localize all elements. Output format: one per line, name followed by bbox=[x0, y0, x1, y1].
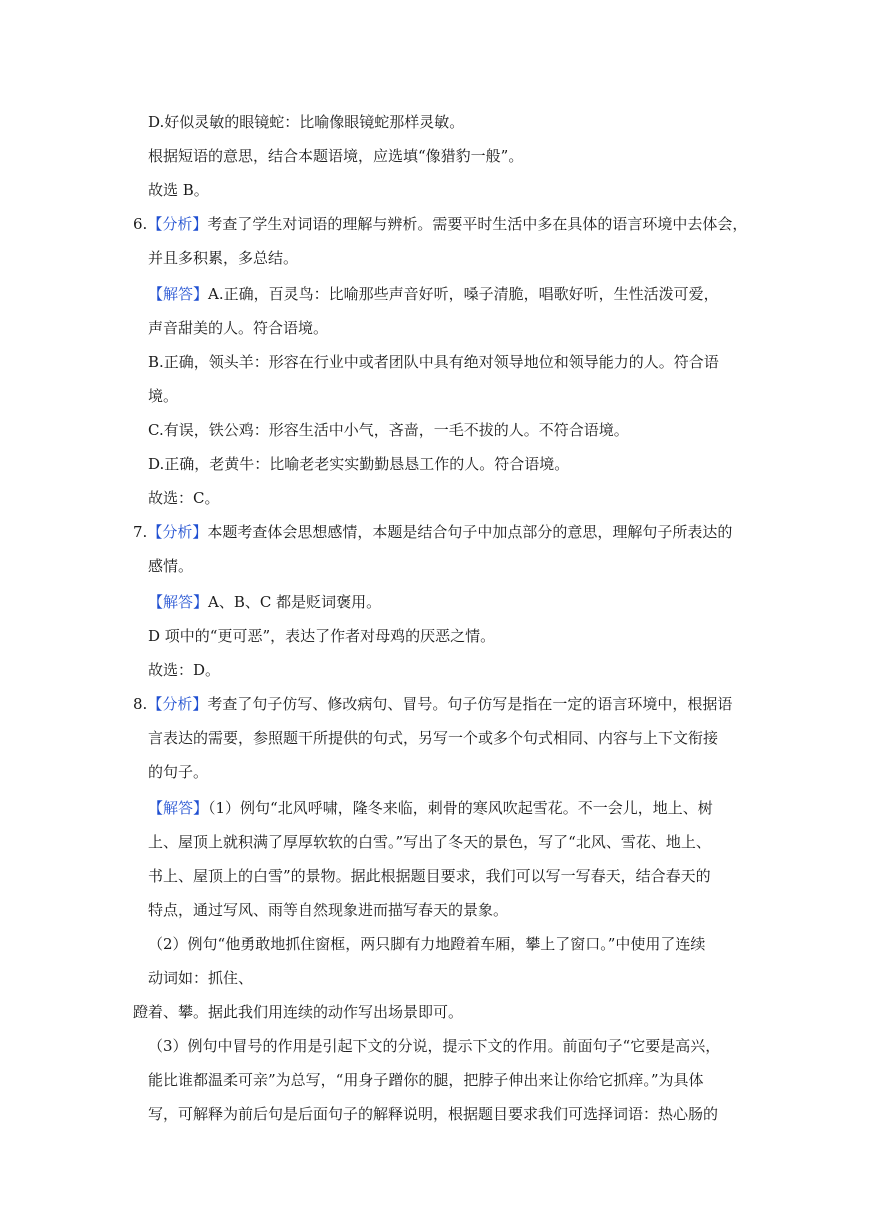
q6-option-d: D.正确，老黄牛：比喻老老实实勤勤恳恳工作的人。符合语境。 bbox=[148, 455, 570, 473]
q8-analysis-tag: 【分析】 bbox=[147, 695, 208, 713]
q8-s3-line-3: 写，可解释为前后句是后面句子的解释说明，根据题目要求我们可选择词语：热心肠的 bbox=[148, 1105, 719, 1123]
q8-analysis-line-3: 的句子。 bbox=[148, 763, 209, 781]
q8-solution-line-1 bbox=[148, 798, 713, 818]
q7-answer: 故选：D。 bbox=[148, 661, 221, 679]
q7-solution-line bbox=[148, 592, 381, 612]
q7-analysis-line-2: 感情。 bbox=[148, 557, 194, 575]
q8-number: 8. bbox=[133, 695, 148, 713]
q8-analysis-line-2: 言表达的需要，参照题干所提供的句式，另写一个或多个句式相同、内容与上下文衔接 bbox=[148, 729, 719, 747]
q7-option-d: D 项中的“更可恶”，表达了作者对母鸡的厌恶之情。 bbox=[148, 627, 496, 645]
q6-solution-text: A.正确，百灵鸟：比喻那些声音好听，嗓子清脆，唱歌好听，生性活泼可爱， bbox=[208, 285, 719, 303]
q8-analysis-line-1 bbox=[133, 694, 732, 714]
q6-analysis-line-1 bbox=[133, 214, 747, 234]
q6-solution-line-1 bbox=[148, 284, 719, 304]
q8-s2-line-2: 动词如：抓住、 bbox=[148, 969, 254, 987]
q7-analysis-tag: 【分析】 bbox=[147, 523, 208, 541]
q8-analysis-text: 考查了句子仿写、修改病句、冒号。句子仿写是指在一定的语言环境中，根据语 bbox=[207, 695, 733, 713]
q8-s3-line-1: （3）例句中冒号的作用是引起下文的分说，提示下文的作用。前面句子“它要是高兴， bbox=[148, 1037, 721, 1055]
q5-option-d: D.好似灵敏的眼镜蛇：比喻像眼镜蛇那样灵敏。 bbox=[148, 113, 465, 131]
q6-analysis-text: 考查了学生对词语的理解与辨析。需要平时生活中多在具体的语言环境中去体会， bbox=[207, 215, 748, 233]
q6-option-b-line-2: 境。 bbox=[148, 387, 179, 405]
q6-analysis-tag: 【分析】 bbox=[147, 215, 208, 233]
q7-solution-text: A、B、C 都是贬词褒用。 bbox=[208, 593, 382, 611]
q8-s2-line-1: （2）例句“他勇敢地抓住窗框，两只脚有力地蹬着车厢，攀上了窗口。”中使用了连续 bbox=[148, 935, 706, 953]
q8-s1-line-3: 书上、屋顶上的白雪”的景物。据此根据题目要求，我们可以写一写春天，结合春天的 bbox=[148, 867, 711, 885]
q6-answer: 故选：C。 bbox=[148, 489, 220, 507]
q6-solution-line-2: 声音甜美的人。符合语境。 bbox=[148, 319, 329, 337]
q6-option-c: C.有误，铁公鸡：形容生活中小气，吝啬，一毛不拔的人。不符合语境。 bbox=[148, 421, 629, 439]
q8-s1-line-2: 上、屋顶上就积满了厚厚软软的白雪。”写出了冬天的景色，写了“北风、雪花、地上、 bbox=[148, 833, 711, 851]
q5-conclusion: 根据短语的意思，结合本题语境，应选填“像猎豹一般”。 bbox=[148, 147, 524, 165]
q7-analysis-text: 本题考查体会思想感情，本题是结合句子中加点部分的意思，理解句子所表达的 bbox=[207, 523, 733, 541]
q8-solution-tag: 【解答】 bbox=[148, 799, 209, 817]
q6-option-b-line-1: B.正确，领头羊：形容在行业中或者团队中具有绝对领导地位和领导能力的人。符合语 bbox=[148, 353, 719, 371]
q8-s1-line-4: 特点，通过写风、雨等自然现象进而描写春天的景象。 bbox=[148, 901, 509, 919]
q5-answer: 故选 B。 bbox=[148, 181, 209, 199]
q7-analysis-line-1 bbox=[133, 522, 732, 542]
q6-number: 6. bbox=[133, 215, 148, 233]
q8-s3-line-2: 能比谁都温柔可亲”为总写，“用身子蹭你的腿，把脖子伸出来让你给它抓痒。”为具体 bbox=[148, 1071, 704, 1089]
q8-solution-text: （1）例句“北风呼啸，隆冬来临，刺骨的寒风吹起雪花。不一会儿，地上、树 bbox=[208, 799, 713, 817]
q7-number: 7. bbox=[133, 523, 148, 541]
q6-analysis-line-2: 并且多积累，多总结。 bbox=[148, 249, 299, 267]
q8-s2-line-3: 蹬着、攀。据此我们用连续的动作写出场景即可。 bbox=[133, 1003, 464, 1021]
q6-solution-tag: 【解答】 bbox=[148, 285, 209, 303]
q7-solution-tag: 【解答】 bbox=[148, 593, 209, 611]
